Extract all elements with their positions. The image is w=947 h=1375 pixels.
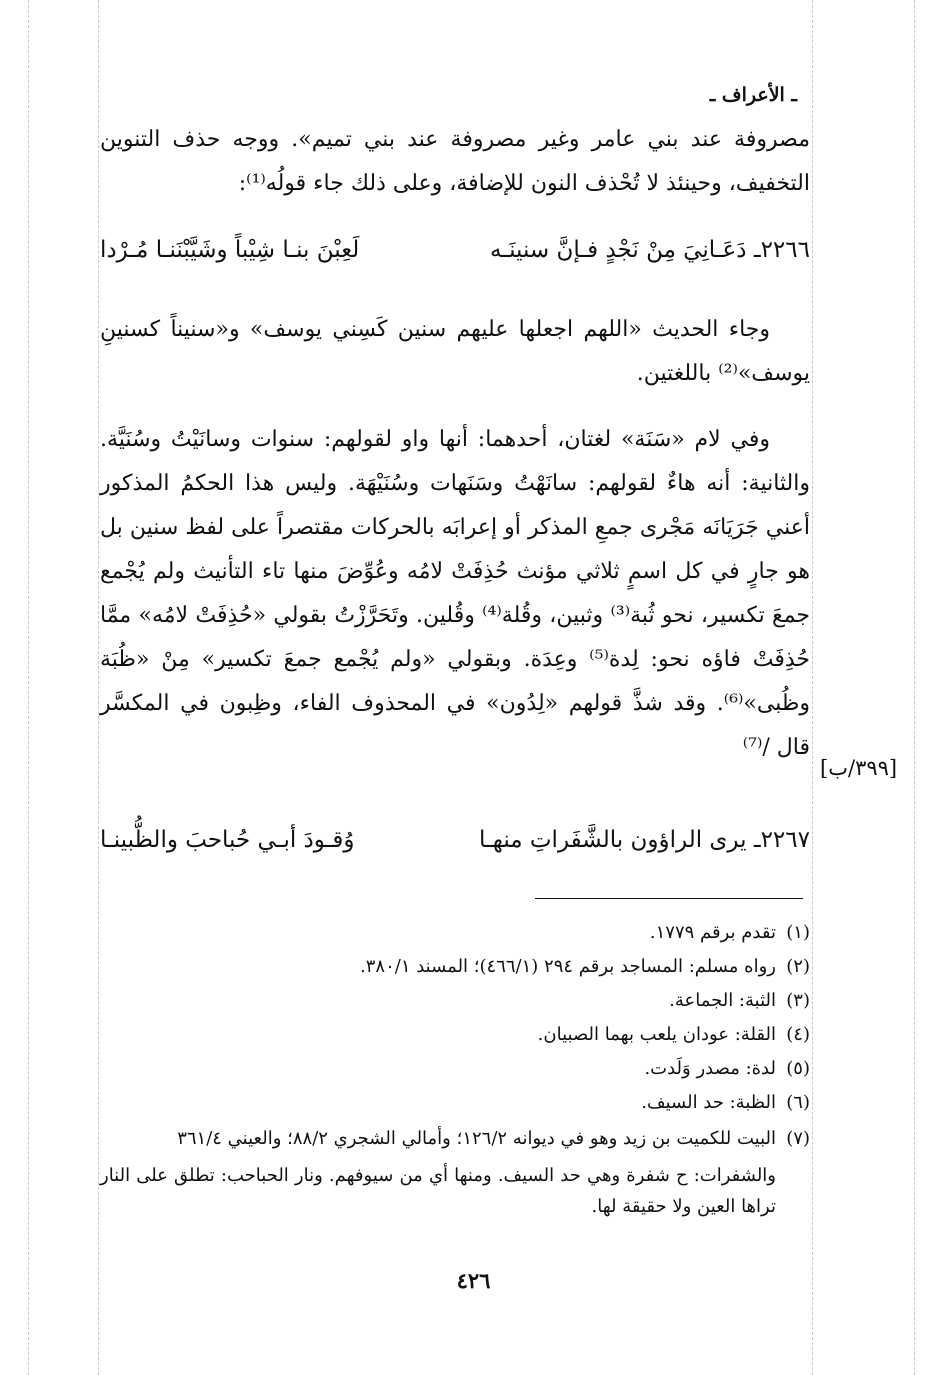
verse-number: ٢٢٦٧ [760,827,810,853]
verse-2266-second-hemistich: لَعِبْنَ بنـا شِيْباً وشَيَّبْنَنـا مُـرْدا [100,237,360,263]
verse-2267-second-hemistich: وُقـودَ أبـي حُباحبَ والظُّبينـا [100,827,355,853]
footnote-4: (٤)القلة: عودان يلعب بهما الصبيان. [537,1024,810,1045]
verse-2267-first-hemistich: ٢٢٦٧ـ يرى الراؤون بالشَّفَراتِ منهـا [478,827,810,853]
footnote-7-continuation: والشفرات: ح شفرة وهي حد السيف. ومنها أي من سيوفهم. ونار الحباحب: تطلق على النار تراها العين ولا حقيقة لها. [100,1165,776,1217]
paragraph-1: مصروفة عند بني عامر وغير مصروفة عند بني تميم». ووجه حذف التنوين التخفيف، وحينئذ لا تُحْذف النون للإضافة، وعلى ذلك جاء قولُه⁽¹⁾: [100,127,810,196]
footnote-7: (٧)البيت للكميت بن زيد وهو في ديوانه ١٢٦/٢؛ وأمالي الشجري ٨٨/٢؛ والعيني ٣٦١/٤ [177,1128,810,1149]
running-header: ـ الأعراف ـ [709,84,797,106]
scan-guide-line [98,0,99,1375]
footnote-6: (٦)الظبة: حد السيف. [641,1092,810,1113]
verse-2267 [100,820,810,860]
manuscript-folio-note: [٣٩٩/ب] [820,756,898,780]
page-number: ٤٢٦ [456,1268,491,1293]
scan-guide-line [28,0,29,1375]
footnote-3: (٣)الثبة: الجماعة. [669,990,810,1011]
paragraph-2: وجاء الحديث «اللهم اجعلها عليهم سنين كَسِني يوسف» و«سنيناً كسنينِ يوسف»⁽²⁾ باللغتين. [100,317,810,386]
paragraph-3: وفي لام «سَنَة» لغتان، أحدهما: أنها واو لقولهم: سنوات وسانَيْتُ وسُنَيَّة. والثانية: أنه هاءٌ لقولهم: سانَهْتُ وسَنَهات وسُنَيْهَة. وليس هذا الحكمُ المذكور أعني جَرَيَانَه مَجْرى جمعِ المذكر أو إعرابَه بالحركات مقتصراً على لفظ سنين بل هو جارٍ في كل اسمٍ ثلاثي مؤنث حُذِفَتْ لامُه وعُوِّضَ منها تاء التأنيث ولم يُجْمع جمعَ تكسير، نحو ثُبة⁽³⁾ وثبين، وقُلة⁽⁴⁾ وقُلين. وتَحَرَّزْتُ بقولي «حُذِفَتْ لامُه» ممَّا حُذِفَتْ فاؤه نحو: لِدة⁽⁵⁾ وعِدَة. وبقولي «ولم يُجْمع جمعَ تكسير» مِنْ «ظُبَة وظُبى»⁽⁶⁾. وقد شذَّ قولهم «لِدُون» في المحذوف الفاء، وظِبون في المكسَّر قال /⁽⁷⁾ [100,427,811,760]
footnote-separator [535,898,803,899]
footnote-2: (٢)رواه مسلم: المساجد برقم ٢٩٤ (٤٦٦/١)؛ المسند ٣٨٠/١. [360,956,810,977]
footnote-5: (٥)لدة: مصدر وَلَدت. [644,1058,810,1079]
scan-guide-line [914,0,915,1375]
verse-2266-first-hemistich: ٢٢٦٦ـ دَعَـانِيَ مِنْ نَجْدٍ فـإنَّ سنينَـه [490,237,810,263]
scan-guide-line [812,0,813,1375]
verse-number: ٢٢٦٦ [760,237,810,263]
verse-2266 [100,230,810,270]
footnote-1: (١)تقدم برقم ١٧٧٩. [649,922,810,943]
